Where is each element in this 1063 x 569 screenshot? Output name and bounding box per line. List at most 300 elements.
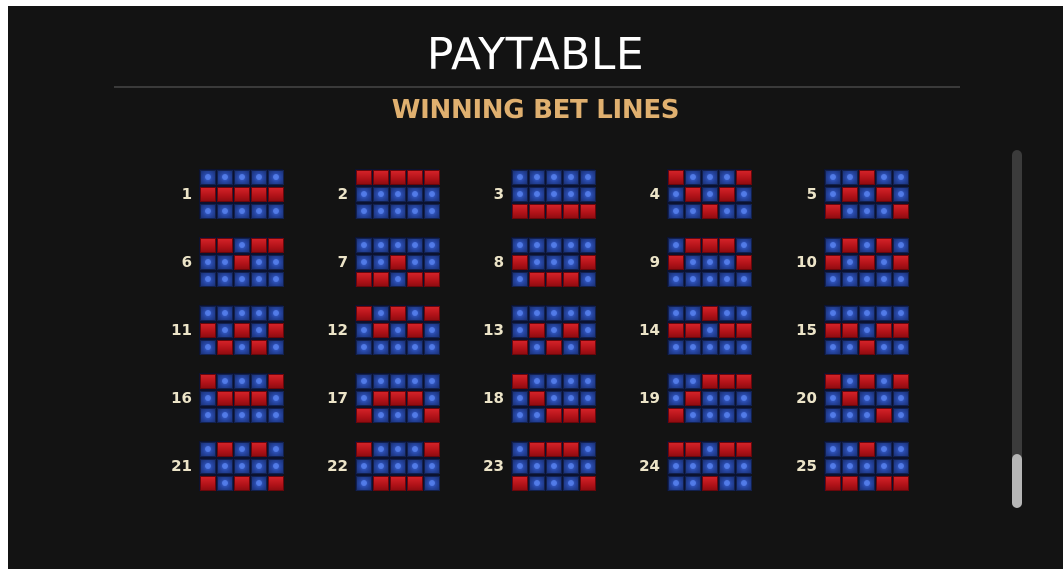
reel-position-cell bbox=[580, 170, 596, 185]
reel-position-cell bbox=[529, 459, 545, 474]
bet-line-number: 16 bbox=[171, 389, 192, 407]
reel-position-cell bbox=[373, 238, 389, 253]
win-position-cell bbox=[859, 255, 875, 270]
bet-line-number: 2 bbox=[337, 185, 348, 203]
win-position-cell bbox=[893, 255, 909, 270]
bet-line-number: 17 bbox=[327, 389, 348, 407]
reel-position-cell bbox=[200, 204, 216, 219]
reel-position-cell bbox=[825, 459, 841, 474]
bet-line-16 bbox=[148, 373, 288, 423]
reel-position-cell bbox=[512, 459, 528, 474]
reel-position-cell bbox=[685, 170, 701, 185]
win-position-cell bbox=[234, 323, 250, 338]
scrollbar-track[interactable] bbox=[1012, 150, 1022, 508]
reel-position-cell bbox=[529, 255, 545, 270]
win-position-cell bbox=[200, 374, 216, 389]
bet-line-15 bbox=[773, 305, 913, 355]
win-position-cell bbox=[424, 272, 440, 287]
win-position-cell bbox=[546, 442, 562, 457]
bet-line-21 bbox=[148, 441, 288, 491]
bet-line-9 bbox=[616, 237, 756, 287]
win-position-cell bbox=[217, 187, 233, 202]
reel-position-cell bbox=[719, 408, 735, 423]
win-position-cell bbox=[736, 442, 752, 457]
bet-line-pattern bbox=[667, 305, 751, 355]
win-position-cell bbox=[546, 340, 562, 355]
reel-position-cell bbox=[719, 306, 735, 321]
reel-position-cell bbox=[580, 272, 596, 287]
win-position-cell bbox=[893, 374, 909, 389]
reel-position-cell bbox=[563, 340, 579, 355]
bet-line-22 bbox=[304, 441, 444, 491]
reel-position-cell bbox=[390, 187, 406, 202]
reel-position-cell bbox=[234, 272, 250, 287]
win-position-cell bbox=[268, 238, 284, 253]
win-position-cell bbox=[529, 272, 545, 287]
win-position-cell bbox=[736, 323, 752, 338]
reel-position-cell bbox=[251, 170, 267, 185]
reel-position-cell bbox=[859, 306, 875, 321]
bet-line-number: 11 bbox=[171, 321, 192, 339]
reel-position-cell bbox=[893, 408, 909, 423]
reel-position-cell bbox=[200, 459, 216, 474]
win-position-cell bbox=[842, 323, 858, 338]
reel-position-cell bbox=[736, 459, 752, 474]
reel-position-cell bbox=[390, 442, 406, 457]
reel-position-cell bbox=[217, 306, 233, 321]
win-position-cell bbox=[424, 442, 440, 457]
bet-line-number: 3 bbox=[493, 185, 504, 203]
win-position-cell bbox=[356, 408, 372, 423]
reel-position-cell bbox=[356, 391, 372, 406]
win-position-cell bbox=[825, 204, 841, 219]
win-position-cell bbox=[685, 187, 701, 202]
reel-position-cell bbox=[842, 374, 858, 389]
reel-position-cell bbox=[234, 238, 250, 253]
reel-position-cell bbox=[893, 187, 909, 202]
reel-position-cell bbox=[825, 442, 841, 457]
bet-line-number: 12 bbox=[327, 321, 348, 339]
reel-position-cell bbox=[546, 238, 562, 253]
reel-position-cell bbox=[702, 408, 718, 423]
reel-position-cell bbox=[234, 374, 250, 389]
win-position-cell bbox=[719, 187, 735, 202]
reel-position-cell bbox=[512, 391, 528, 406]
reel-position-cell bbox=[407, 459, 423, 474]
reel-position-cell bbox=[893, 170, 909, 185]
reel-position-cell bbox=[685, 459, 701, 474]
reel-position-cell bbox=[842, 306, 858, 321]
reel-position-cell bbox=[268, 255, 284, 270]
win-position-cell bbox=[234, 391, 250, 406]
reel-position-cell bbox=[407, 238, 423, 253]
reel-position-cell bbox=[234, 442, 250, 457]
reel-position-cell bbox=[268, 204, 284, 219]
reel-position-cell bbox=[563, 238, 579, 253]
reel-position-cell bbox=[424, 238, 440, 253]
win-position-cell bbox=[373, 391, 389, 406]
win-position-cell bbox=[200, 323, 216, 338]
bet-line-8 bbox=[460, 237, 600, 287]
section-subtitle: WINNING BET LINES bbox=[391, 95, 680, 125]
reel-position-cell bbox=[217, 323, 233, 338]
win-position-cell bbox=[719, 323, 735, 338]
win-position-cell bbox=[407, 323, 423, 338]
win-position-cell bbox=[200, 238, 216, 253]
reel-position-cell bbox=[685, 374, 701, 389]
reel-position-cell bbox=[529, 238, 545, 253]
reel-position-cell bbox=[356, 187, 372, 202]
reel-position-cell bbox=[580, 187, 596, 202]
bet-line-pattern bbox=[355, 305, 439, 355]
win-position-cell bbox=[217, 442, 233, 457]
win-position-cell bbox=[736, 374, 752, 389]
reel-position-cell bbox=[893, 272, 909, 287]
reel-position-cell bbox=[390, 323, 406, 338]
bet-line-17 bbox=[304, 373, 444, 423]
bet-line-number: 5 bbox=[806, 185, 817, 203]
bet-line-number: 8 bbox=[493, 253, 504, 271]
reel-position-cell bbox=[736, 340, 752, 355]
bet-line-pattern bbox=[199, 237, 283, 287]
reel-position-cell bbox=[842, 340, 858, 355]
reel-position-cell bbox=[200, 408, 216, 423]
reel-position-cell bbox=[217, 408, 233, 423]
reel-position-cell bbox=[668, 391, 684, 406]
reel-position-cell bbox=[390, 374, 406, 389]
win-position-cell bbox=[407, 391, 423, 406]
reel-position-cell bbox=[893, 340, 909, 355]
reel-position-cell bbox=[563, 374, 579, 389]
win-position-cell bbox=[373, 272, 389, 287]
reel-position-cell bbox=[702, 442, 718, 457]
win-position-cell bbox=[390, 391, 406, 406]
win-position-cell bbox=[685, 323, 701, 338]
win-position-cell bbox=[268, 374, 284, 389]
reel-position-cell bbox=[825, 187, 841, 202]
reel-position-cell bbox=[234, 306, 250, 321]
reel-position-cell bbox=[424, 476, 440, 491]
reel-position-cell bbox=[736, 391, 752, 406]
reel-position-cell bbox=[580, 323, 596, 338]
reel-position-cell bbox=[702, 391, 718, 406]
reel-position-cell bbox=[373, 255, 389, 270]
bet-line-number: 9 bbox=[649, 253, 660, 271]
reel-position-cell bbox=[736, 238, 752, 253]
win-position-cell bbox=[563, 272, 579, 287]
reel-position-cell bbox=[251, 306, 267, 321]
win-position-cell bbox=[563, 408, 579, 423]
reel-position-cell bbox=[407, 374, 423, 389]
win-position-cell bbox=[859, 374, 875, 389]
reel-position-cell bbox=[529, 374, 545, 389]
bet-lines-grid bbox=[8, 6, 1063, 569]
reel-position-cell bbox=[702, 187, 718, 202]
reel-position-cell bbox=[546, 459, 562, 474]
reel-position-cell bbox=[893, 391, 909, 406]
bet-line-pattern bbox=[667, 373, 751, 423]
bet-line-1 bbox=[148, 169, 288, 219]
bet-line-23 bbox=[460, 441, 600, 491]
reel-position-cell bbox=[825, 340, 841, 355]
win-position-cell bbox=[234, 255, 250, 270]
bet-line-number: 25 bbox=[796, 457, 817, 475]
bet-line-number: 6 bbox=[181, 253, 192, 271]
reel-position-cell bbox=[546, 187, 562, 202]
paytable-panel bbox=[8, 6, 1063, 569]
win-position-cell bbox=[842, 476, 858, 491]
reel-position-cell bbox=[356, 238, 372, 253]
win-position-cell bbox=[200, 187, 216, 202]
win-position-cell bbox=[356, 170, 372, 185]
win-position-cell bbox=[424, 306, 440, 321]
win-position-cell bbox=[529, 442, 545, 457]
bet-line-24 bbox=[616, 441, 756, 491]
bet-line-number: 24 bbox=[639, 457, 660, 475]
bet-line-number: 23 bbox=[483, 457, 504, 475]
reel-position-cell bbox=[407, 204, 423, 219]
reel-position-cell bbox=[407, 255, 423, 270]
win-position-cell bbox=[580, 255, 596, 270]
bet-line-7 bbox=[304, 237, 444, 287]
win-position-cell bbox=[390, 476, 406, 491]
reel-position-cell bbox=[200, 170, 216, 185]
win-position-cell bbox=[546, 408, 562, 423]
reel-position-cell bbox=[842, 204, 858, 219]
reel-position-cell bbox=[390, 238, 406, 253]
scrollbar-thumb[interactable] bbox=[1012, 454, 1022, 508]
reel-position-cell bbox=[200, 442, 216, 457]
reel-position-cell bbox=[512, 238, 528, 253]
bet-line-pattern bbox=[824, 169, 908, 219]
reel-position-cell bbox=[719, 272, 735, 287]
reel-position-cell bbox=[563, 476, 579, 491]
reel-position-cell bbox=[424, 391, 440, 406]
win-position-cell bbox=[685, 442, 701, 457]
win-position-cell bbox=[825, 476, 841, 491]
reel-position-cell bbox=[825, 391, 841, 406]
reel-position-cell bbox=[373, 306, 389, 321]
reel-position-cell bbox=[580, 442, 596, 457]
reel-position-cell bbox=[200, 255, 216, 270]
reel-position-cell bbox=[251, 204, 267, 219]
win-position-cell bbox=[251, 442, 267, 457]
reel-position-cell bbox=[356, 204, 372, 219]
reel-position-cell bbox=[234, 459, 250, 474]
reel-position-cell bbox=[529, 340, 545, 355]
reel-position-cell bbox=[373, 340, 389, 355]
bet-line-18 bbox=[460, 373, 600, 423]
reel-position-cell bbox=[268, 391, 284, 406]
reel-position-cell bbox=[736, 408, 752, 423]
reel-position-cell bbox=[736, 476, 752, 491]
win-position-cell bbox=[719, 442, 735, 457]
bet-line-number: 21 bbox=[171, 457, 192, 475]
reel-position-cell bbox=[529, 306, 545, 321]
bet-line-12 bbox=[304, 305, 444, 355]
bet-line-25 bbox=[773, 441, 913, 491]
win-position-cell bbox=[251, 391, 267, 406]
win-position-cell bbox=[668, 408, 684, 423]
reel-position-cell bbox=[859, 323, 875, 338]
bet-line-pattern bbox=[667, 441, 751, 491]
win-position-cell bbox=[825, 255, 841, 270]
bet-line-pattern bbox=[199, 305, 283, 355]
reel-position-cell bbox=[407, 306, 423, 321]
bet-line-pattern bbox=[824, 441, 908, 491]
reel-position-cell bbox=[373, 374, 389, 389]
reel-position-cell bbox=[234, 340, 250, 355]
reel-position-cell bbox=[373, 204, 389, 219]
win-position-cell bbox=[512, 255, 528, 270]
win-position-cell bbox=[876, 187, 892, 202]
reel-position-cell bbox=[546, 391, 562, 406]
win-position-cell bbox=[373, 323, 389, 338]
reel-position-cell bbox=[876, 442, 892, 457]
reel-position-cell bbox=[685, 255, 701, 270]
win-position-cell bbox=[668, 255, 684, 270]
reel-position-cell bbox=[217, 255, 233, 270]
reel-position-cell bbox=[512, 170, 528, 185]
reel-position-cell bbox=[685, 204, 701, 219]
reel-position-cell bbox=[876, 272, 892, 287]
win-position-cell bbox=[859, 340, 875, 355]
win-position-cell bbox=[702, 476, 718, 491]
win-position-cell bbox=[512, 476, 528, 491]
reel-position-cell bbox=[234, 170, 250, 185]
reel-position-cell bbox=[407, 442, 423, 457]
reel-position-cell bbox=[842, 459, 858, 474]
reel-position-cell bbox=[668, 306, 684, 321]
reel-position-cell bbox=[390, 459, 406, 474]
reel-position-cell bbox=[268, 170, 284, 185]
reel-position-cell bbox=[512, 323, 528, 338]
reel-position-cell bbox=[702, 459, 718, 474]
reel-position-cell bbox=[529, 408, 545, 423]
bet-line-number: 20 bbox=[796, 389, 817, 407]
bet-line-6 bbox=[148, 237, 288, 287]
reel-position-cell bbox=[529, 170, 545, 185]
win-position-cell bbox=[719, 238, 735, 253]
reel-position-cell bbox=[563, 170, 579, 185]
reel-position-cell bbox=[563, 306, 579, 321]
reel-position-cell bbox=[876, 306, 892, 321]
reel-position-cell bbox=[580, 374, 596, 389]
reel-position-cell bbox=[268, 408, 284, 423]
win-position-cell bbox=[390, 306, 406, 321]
win-position-cell bbox=[685, 391, 701, 406]
reel-position-cell bbox=[251, 459, 267, 474]
reel-position-cell bbox=[825, 272, 841, 287]
bet-line-pattern bbox=[824, 373, 908, 423]
win-position-cell bbox=[512, 374, 528, 389]
reel-position-cell bbox=[876, 255, 892, 270]
reel-position-cell bbox=[719, 170, 735, 185]
bet-line-pattern bbox=[199, 373, 283, 423]
bet-line-11 bbox=[148, 305, 288, 355]
win-position-cell bbox=[251, 187, 267, 202]
win-position-cell bbox=[390, 255, 406, 270]
reel-position-cell bbox=[356, 323, 372, 338]
bet-line-number: 19 bbox=[639, 389, 660, 407]
reel-position-cell bbox=[217, 204, 233, 219]
reel-position-cell bbox=[217, 272, 233, 287]
reel-position-cell bbox=[825, 238, 841, 253]
bet-line-pattern bbox=[199, 441, 283, 491]
reel-position-cell bbox=[373, 459, 389, 474]
reel-position-cell bbox=[373, 408, 389, 423]
win-position-cell bbox=[842, 391, 858, 406]
reel-position-cell bbox=[546, 374, 562, 389]
win-position-cell bbox=[842, 187, 858, 202]
win-position-cell bbox=[512, 204, 528, 219]
bet-line-3 bbox=[460, 169, 600, 219]
reel-position-cell bbox=[268, 340, 284, 355]
reel-position-cell bbox=[580, 306, 596, 321]
win-position-cell bbox=[234, 187, 250, 202]
win-position-cell bbox=[668, 442, 684, 457]
win-position-cell bbox=[580, 340, 596, 355]
bet-line-5 bbox=[773, 169, 913, 219]
reel-position-cell bbox=[268, 272, 284, 287]
reel-position-cell bbox=[217, 374, 233, 389]
reel-position-cell bbox=[563, 459, 579, 474]
win-position-cell bbox=[859, 170, 875, 185]
win-position-cell bbox=[217, 391, 233, 406]
reel-position-cell bbox=[512, 442, 528, 457]
reel-position-cell bbox=[668, 238, 684, 253]
reel-position-cell bbox=[719, 459, 735, 474]
reel-position-cell bbox=[719, 476, 735, 491]
reel-position-cell bbox=[719, 255, 735, 270]
reel-position-cell bbox=[200, 272, 216, 287]
reel-position-cell bbox=[373, 187, 389, 202]
bet-line-14 bbox=[616, 305, 756, 355]
reel-position-cell bbox=[668, 459, 684, 474]
page-title: PAYTABLE bbox=[426, 29, 645, 80]
win-position-cell bbox=[546, 204, 562, 219]
reel-position-cell bbox=[217, 459, 233, 474]
reel-position-cell bbox=[685, 306, 701, 321]
reel-position-cell bbox=[685, 272, 701, 287]
win-position-cell bbox=[268, 323, 284, 338]
reel-position-cell bbox=[859, 459, 875, 474]
win-position-cell bbox=[512, 340, 528, 355]
reel-position-cell bbox=[859, 391, 875, 406]
reel-position-cell bbox=[356, 340, 372, 355]
bet-line-pattern bbox=[511, 237, 595, 287]
reel-position-cell bbox=[702, 323, 718, 338]
reel-position-cell bbox=[546, 323, 562, 338]
reel-position-cell bbox=[876, 391, 892, 406]
reel-position-cell bbox=[825, 408, 841, 423]
reel-position-cell bbox=[859, 272, 875, 287]
reel-position-cell bbox=[424, 323, 440, 338]
reel-position-cell bbox=[268, 306, 284, 321]
win-position-cell bbox=[893, 476, 909, 491]
win-position-cell bbox=[268, 187, 284, 202]
win-position-cell bbox=[217, 238, 233, 253]
win-position-cell bbox=[668, 323, 684, 338]
reel-position-cell bbox=[546, 255, 562, 270]
win-position-cell bbox=[356, 442, 372, 457]
reel-position-cell bbox=[859, 408, 875, 423]
reel-position-cell bbox=[356, 459, 372, 474]
reel-position-cell bbox=[702, 255, 718, 270]
bet-line-pattern bbox=[511, 373, 595, 423]
win-position-cell bbox=[702, 306, 718, 321]
reel-position-cell bbox=[512, 187, 528, 202]
